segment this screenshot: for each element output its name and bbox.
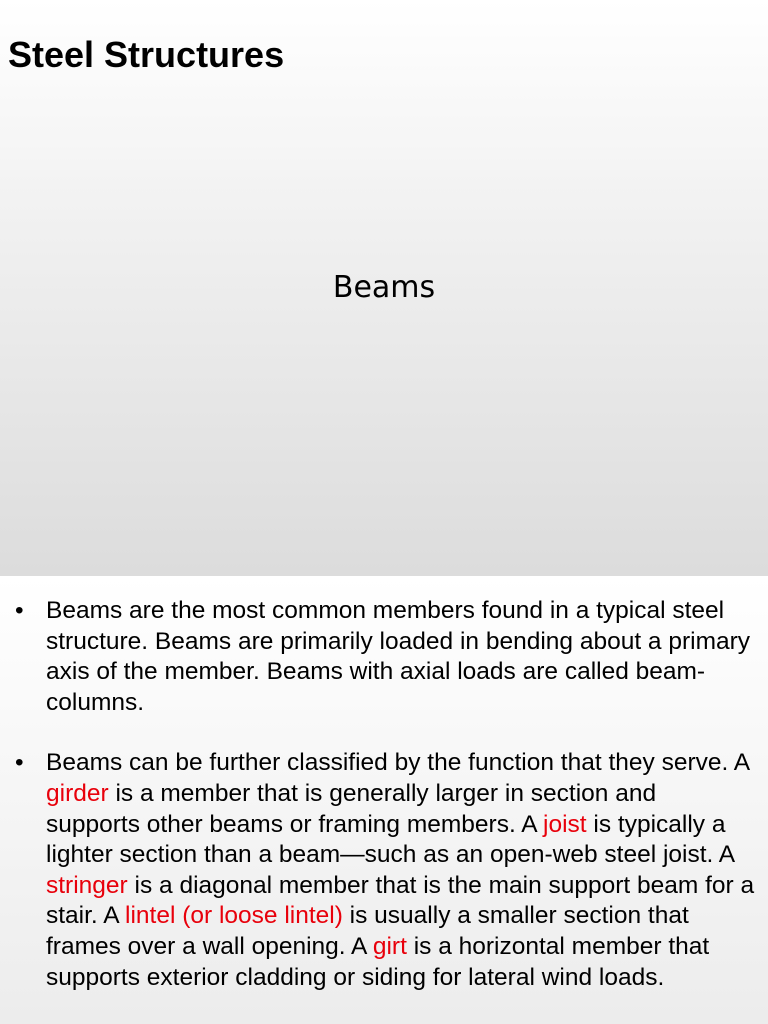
term-stringer: stringer <box>46 871 128 899</box>
term-lintel: lintel (or loose lintel) <box>125 902 343 930</box>
bullet-dot: • <box>15 597 24 624</box>
text-run: is a horizontal member that supports exterior cladding or siding for lateral wind loads. <box>46 932 710 991</box>
bullet-item <box>0 596 768 718</box>
term-girder: girder <box>46 779 109 807</box>
text-run: is a member that is generally larger in section and supports other beams or framing members. A <box>46 779 657 838</box>
term-girt: girt <box>372 932 407 960</box>
bullet-item <box>0 748 768 993</box>
bullet-list <box>0 596 768 1023</box>
text-run: is typically a lighter section than a beam—such as an open-web steel joist. A <box>46 810 734 869</box>
text-run: is usually a smaller section that frames over a wall opening. A <box>46 902 689 960</box>
text-run: Beams can be further classified by the function that they serve. A <box>46 749 749 777</box>
term-joist: joist <box>543 810 587 838</box>
slide-title: Steel Structures <box>8 34 285 75</box>
bullet-text <box>46 749 754 990</box>
text-run: is a diagonal member that is the main support beam for a stair. A <box>46 871 755 930</box>
bullet-dot: • <box>15 749 24 777</box>
bullet-text: Beams are the most common members found in a typical steel structure. Beams are primarily loaded in bending about a primary axis of the member. Beams with axial loads are called beam-columns. <box>46 597 751 716</box>
section-heading: Beams <box>332 270 436 305</box>
